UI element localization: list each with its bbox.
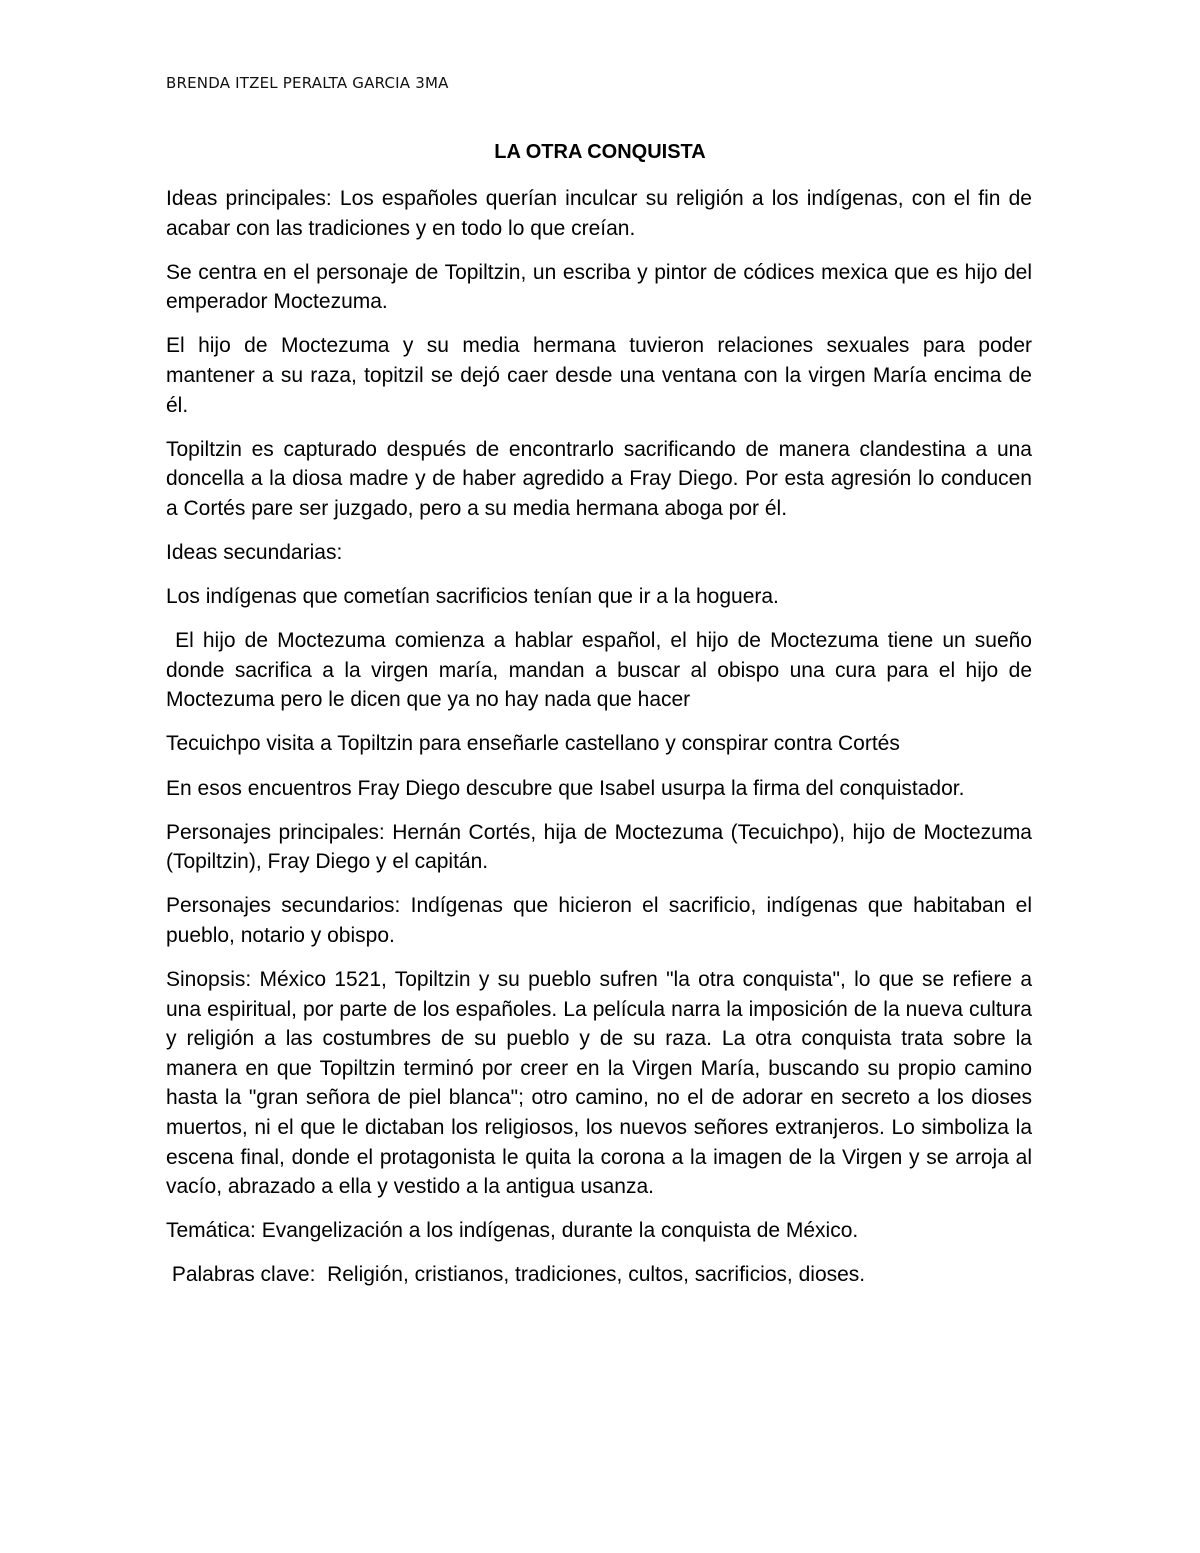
paragraph-tecuichpo: Tecuichpo visita a Topiltzin para enseñarle castellano y conspirar contra Cortés bbox=[166, 732, 900, 756]
paragraph-hablar-espanol: El hijo de Moctezuma comienza a hablar español, el hijo de Moctezuma tiene un sueño donde sacrifica a la virgen maría, mandan a buscar al obispo una cura para el hijo de Moctezuma pero le dicen que ya no hay nada que hacer bbox=[166, 629, 1032, 712]
paragraph-hijo-moctezuma: El hijo de Moctezuma y su media hermana tuvieron relaciones sexuales para poder mantener a su raza, topitzil se dejó caer desde una ventana con la virgen María encima de él. bbox=[166, 334, 1032, 417]
paragraph-sinopsis: Sinopsis: México 1521, Topiltzin y su pueblo sufren "la otra conquista", lo que se refiere a una espiritual, por parte de los españoles. La película narra la imposición de la nueva cultura y religión a las costumbres de su pueblo y de su raza. La otra conquista trata sobre la manera en que Topiltzin terminó por creer en la Virgen María, buscando su propio camino hasta la "gran señora de piel blanca"; otro camino, no el de adorar en secreto a los dioses muertos, ni el que le dictaban los religiosos, los nuevos señores extranjeros. Lo simboliza la escena final, donde el protagonista le quita la corona a la imagen de la Virgen y se arroja al vacío, abrazado a ella y vestido a la antigua usanza. bbox=[166, 967, 1032, 1199]
document-body bbox=[166, 184, 1032, 1304]
paragraph-tematica: Temática: Evangelización a los indígenas, durante la conquista de México. bbox=[166, 1219, 859, 1243]
paragraph-hoguera: Los indígenas que cometían sacrificios tenían que ir a la hoguera. bbox=[166, 585, 779, 609]
page-header-author: BRENDA ITZEL PERALTA GARCIA 3MA bbox=[166, 74, 449, 92]
paragraph-personajes-principales: Personajes principales: Hernán Cortés, hija de Moctezuma (Tecuichpo), hijo de Moctezuma (Topiltzin), Fray Diego y el capitán. bbox=[166, 820, 1032, 874]
paragraph-personajes-secundarios: Personajes secundarios: Indígenas que hicieron el sacrificio, indígenas que habitaban el pueblo, notario y obispo. bbox=[166, 894, 1032, 947]
paragraph-ideas-principales: Ideas principales: Los españoles querían inculcar su religión a los indígenas, con el fin de acabar con las tradiciones y en todo lo que creían. bbox=[166, 187, 1032, 240]
paragraph-topiltzin-capturado: Topiltzin es capturado después de encontrarlo sacrificando de manera clandestina a una doncella a la diosa madre y de haber agredido a Fray Diego. Por esta agresión lo conducen a Cortés pare ser juzgado, pero a su media hermana aboga por él. bbox=[166, 437, 1032, 520]
paragraph-fray-diego: En esos encuentros Fray Diego descubre que Isabel usurpa la firma del conquistador. bbox=[166, 776, 965, 800]
paragraph-palabras-clave: Palabras clave: Religión, cristianos, tradiciones, cultos, sacrificios, dioses. bbox=[166, 1263, 866, 1287]
document-title: LA OTRA CONQUISTA bbox=[494, 141, 706, 163]
paragraph-ideas-secundarias-heading: Ideas secundarias: bbox=[166, 540, 343, 564]
paragraph-topiltzin-intro: Se centra en el personaje de Topiltzin, un escriba y pintor de códices mexica que es hijo del emperador Moctezuma. bbox=[166, 260, 1032, 314]
